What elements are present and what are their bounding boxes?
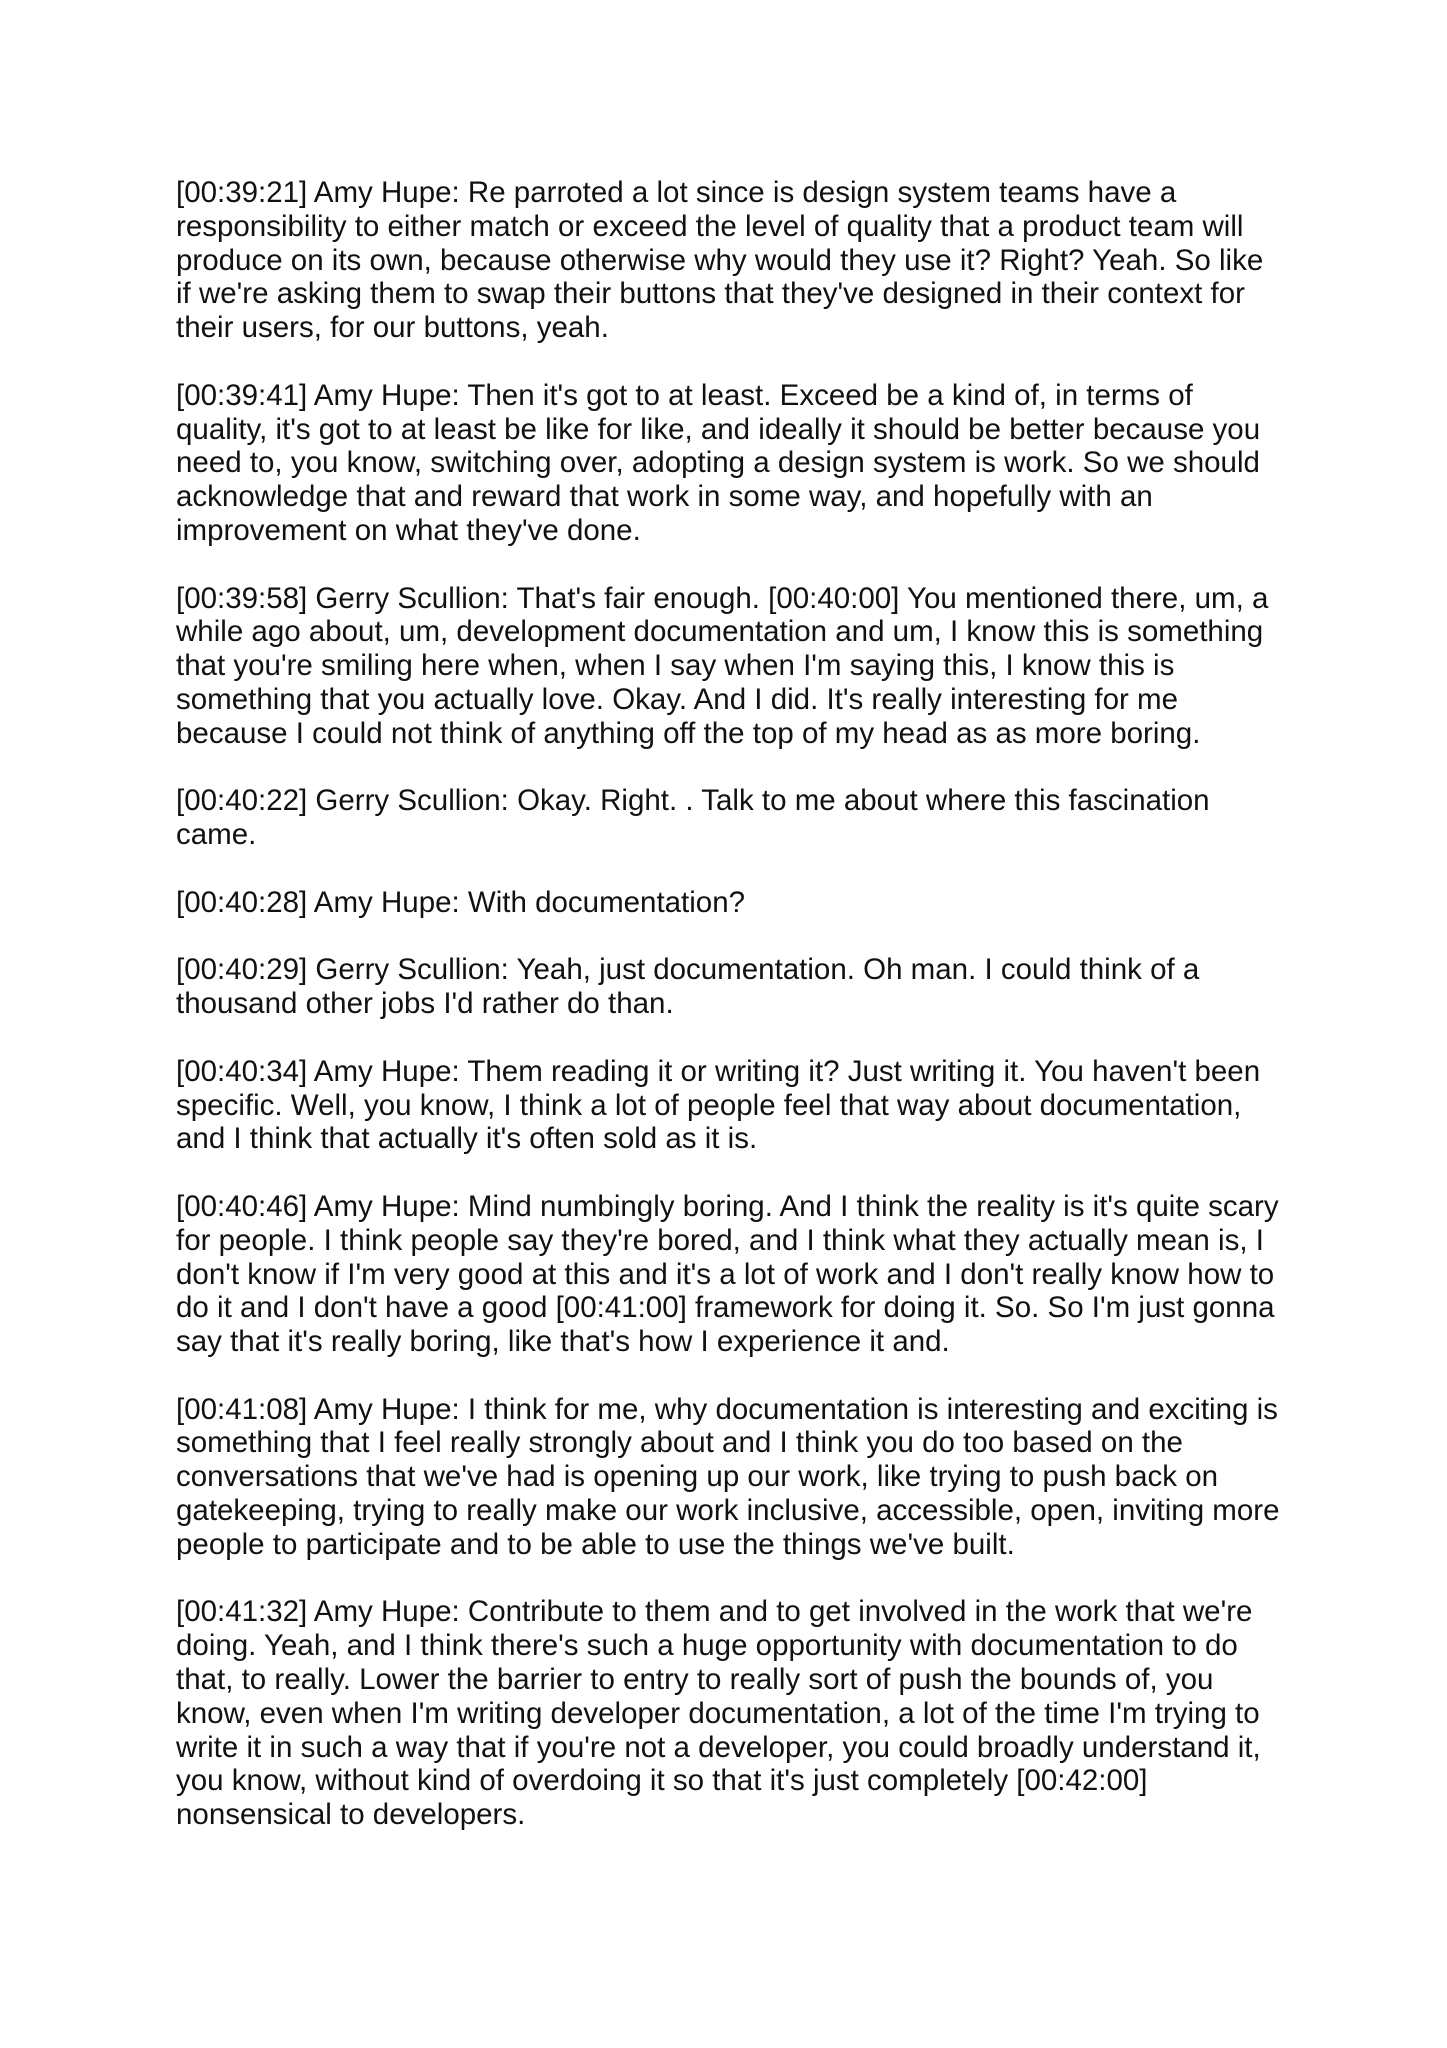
transcript-line: came. [176,818,257,852]
transcript-paragraph [176,953,1296,1021]
transcript-line: something that I feel really strongly about and I think you do too based on the [176,1426,1183,1460]
transcript-line: gatekeeping, trying to really make our work inclusive, accessible, open, inviting more [176,1494,1280,1528]
transcript-line: do it and I don't have a good [00:41:00] framework for doing it. So. So I'm just gonna [176,1291,1275,1325]
transcript-line: their users, for our buttons, yeah. [176,311,609,345]
transcript-line: [00:40:34] Amy Hupe: Them reading it or writing it? Just writing it. You haven't been [176,1054,1261,1088]
transcript-line: [00:39:58] Gerry Scullion: That's fair enough. [00:40:00] You mentioned there, um, a [176,581,1269,615]
transcript-line: you know, without kind of overdoing it so that it's just completely [00:42:00] [176,1764,1148,1798]
transcript-line: doing. Yeah, and I think there's such a huge opportunity with documentation to do [176,1629,1238,1663]
transcript-line: [00:39:21] Amy Hupe: Re parroted a lot since is design system teams have a [176,176,1177,209]
transcript-paragraph [176,379,1296,548]
transcript-paragraph [176,1595,1296,1832]
transcript-line: improvement on what they've done. [176,513,641,547]
transcript-paragraph [176,582,1296,751]
transcript-line: [00:40:46] Amy Hupe: Mind numbingly boring. And I think the reality is it's quite scary [176,1189,1279,1223]
transcript-line: responsibility to either match or exceed the level of quality that a product team will [176,209,1244,243]
transcript-line: nonsensical to developers. [176,1798,526,1832]
transcript-line: don't know if I'm very good at this and it's a lot of work and I don't really know how to [176,1257,1275,1291]
transcript-line: people to participate and to be able to use the things we've built. [176,1527,1015,1561]
transcript-line: know, even when I'm writing developer documentation, a lot of the time I'm trying to [176,1696,1260,1730]
transcript-paragraph [176,1393,1296,1562]
transcript-line: produce on its own, because otherwise why would they use it? Right? Yeah. So like [176,243,1264,277]
transcript-line: specific. Well, you know, I think a lot of people feel that way about documentation, [176,1088,1242,1122]
transcript-line: that, to really. Lower the barrier to entry to really sort of push the bounds of, you [176,1663,1214,1697]
transcript-paragraph [176,1055,1296,1156]
transcript-line: [00:40:29] Gerry Scullion: Yeah, just documentation. Oh man. I could think of a [176,953,1200,987]
transcript-line: thousand other jobs I'd rather do than. [176,987,674,1021]
transcript-line: [00:41:32] Amy Hupe: Contribute to them and to get involved in the work that we're [176,1595,1253,1629]
transcript-line: [00:39:41] Amy Hupe: Then it's got to at least. Exceed be a kind of, in terms of [176,378,1193,412]
transcript-line: say that it's really boring, like that's how I experience it and. [176,1325,950,1359]
transcript-line: quality, it's got to at least be like for like, and ideally it should be better because you [176,412,1261,446]
transcript-paragraph [176,886,1296,920]
transcript-paragraph [176,784,1296,852]
transcript-line: if we're asking them to swap their buttons that they've designed in their context for [176,277,1245,311]
transcript-line: conversations that we've had is opening up our work, like trying to push back on [176,1460,1219,1494]
transcript-line: for people. I think people say they're bored, and I think what they actually mean is, I [176,1223,1264,1257]
transcript-line: that you're smiling here when, when I say when I'm saying this, I know this is [176,649,1175,683]
transcript-line: need to, you know, switching over, adopting a design system is work. So we should [176,446,1260,480]
transcript-paragraph [176,1190,1296,1359]
transcript-line: and I think that actually it's often sold as it is. [176,1122,758,1156]
transcript-line: something that you actually love. Okay. And I did. It's really interesting for me [176,682,1179,716]
transcript-line: [00:40:22] Gerry Scullion: Okay. Right. . Talk to me about where this fascination [176,784,1210,818]
transcript-line: while ago about, um, development documentation and um, I know this is something [176,615,1264,649]
transcript-line: write it in such a way that if you're not a developer, you could broadly understand it, [176,1730,1261,1764]
transcript-paragraph [176,176,1296,345]
transcript-line: [00:40:28] Amy Hupe: With documentation? [176,885,746,919]
transcript-line: [00:41:08] Amy Hupe: I think for me, why documentation is interesting and exciting is [176,1392,1278,1426]
transcript-line: because I could not think of anything off the top of my head as as more boring. [176,716,1201,750]
transcript-document [176,176,1296,1866]
transcript-line: acknowledge that and reward that work in some way, and hopefully with an [176,480,1153,514]
